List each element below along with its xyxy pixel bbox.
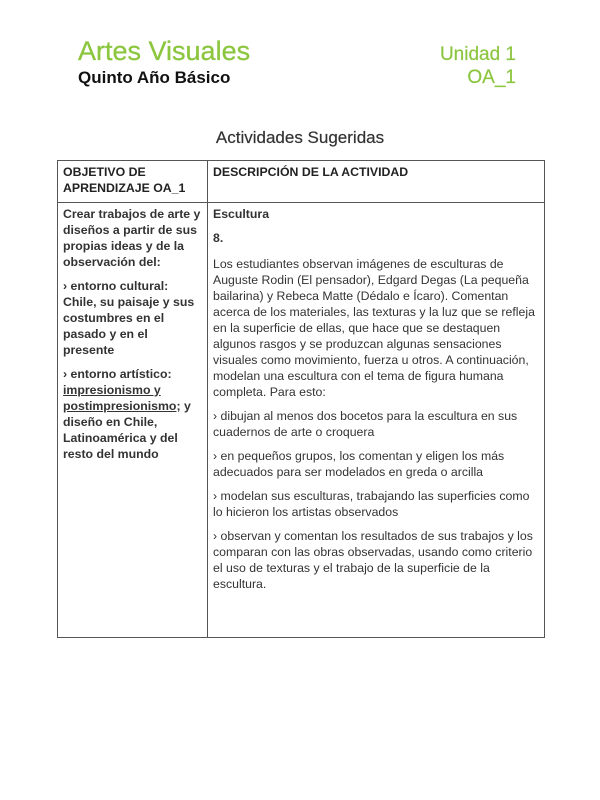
activity-body: Los estudiantes observan imágenes de esculturas de Auguste Rodin (El pensador), Edgard Degas (La pequeña bailarina) y Rebeca Matte (Dédalo e Ícaro). Comentan acerca de los materiales, las texturas y la luz que se refleja en la superficie de ellas, que hace que se destaquen algunos rasgos y se produzcan algunas sensaciones visuales como movimiento, fuerza u otros. A continuación, modelan una escultura con el tema de figura humana completa. Para esto: (213, 257, 535, 399)
section-title: Actividades Sugeridas (215, 128, 385, 147)
unit-label: Unidad 1 (439, 44, 516, 65)
table-row (58, 203, 545, 638)
activities-table (57, 160, 545, 638)
header-top-row (78, 36, 516, 67)
page-header (78, 36, 516, 89)
activity-bullet: › modelan sus esculturas, trabajando las superficies como lo hicieron los artistas observados (213, 489, 530, 519)
header-bottom-row (78, 67, 516, 89)
activity-bullet: › observan y comentan los resultados de sus trabajos y los comparan con las obras observadas, usando como criterio el uso de texturas y el trabajo de la superficie de la escultura. (213, 529, 533, 591)
objective-cell (58, 203, 208, 638)
objective-item-artistic (63, 366, 202, 462)
grade-subtitle: Quinto Año Básico (78, 68, 231, 87)
oa-label: OA_1 (467, 67, 516, 88)
description-cell (208, 203, 545, 638)
activity-number: 8. (213, 231, 224, 245)
objective-item-artistic-suffix: ; y diseño en Chile, Latinoamérica y del resto del mundo (63, 399, 191, 461)
objective-intro: Crear trabajos de arte y diseños a partir de sus propias ideas y de la observación del: (63, 207, 201, 269)
objective-column-header: OBJETIVO DE APRENDIZAJE OA_1 (58, 161, 208, 203)
activity-heading: Escultura (213, 207, 270, 221)
objective-item-cultural: › entorno cultural: Chile, su paisaje y sus costumbres en el pasado y en el presente (63, 279, 195, 357)
activity-bullet: › dibujan al menos dos bocetos para la escultura en sus cuadernos de arte o croquera (213, 409, 518, 439)
activity-bullet: › en pequeños grupos, los comentan y eligen los más adecuados para ser modelados en greda o arcilla (213, 449, 505, 479)
impresionismo-link[interactable]: impresionismo y postimpresionismo (63, 383, 177, 413)
table-header-row (58, 161, 545, 203)
objective-item-artistic-prefix: › entorno artístico: (63, 367, 172, 381)
description-column-header: DESCRIPCIÓN DE LA ACTIVIDAD (208, 161, 545, 203)
document-title: Artes Visuales (78, 36, 251, 66)
